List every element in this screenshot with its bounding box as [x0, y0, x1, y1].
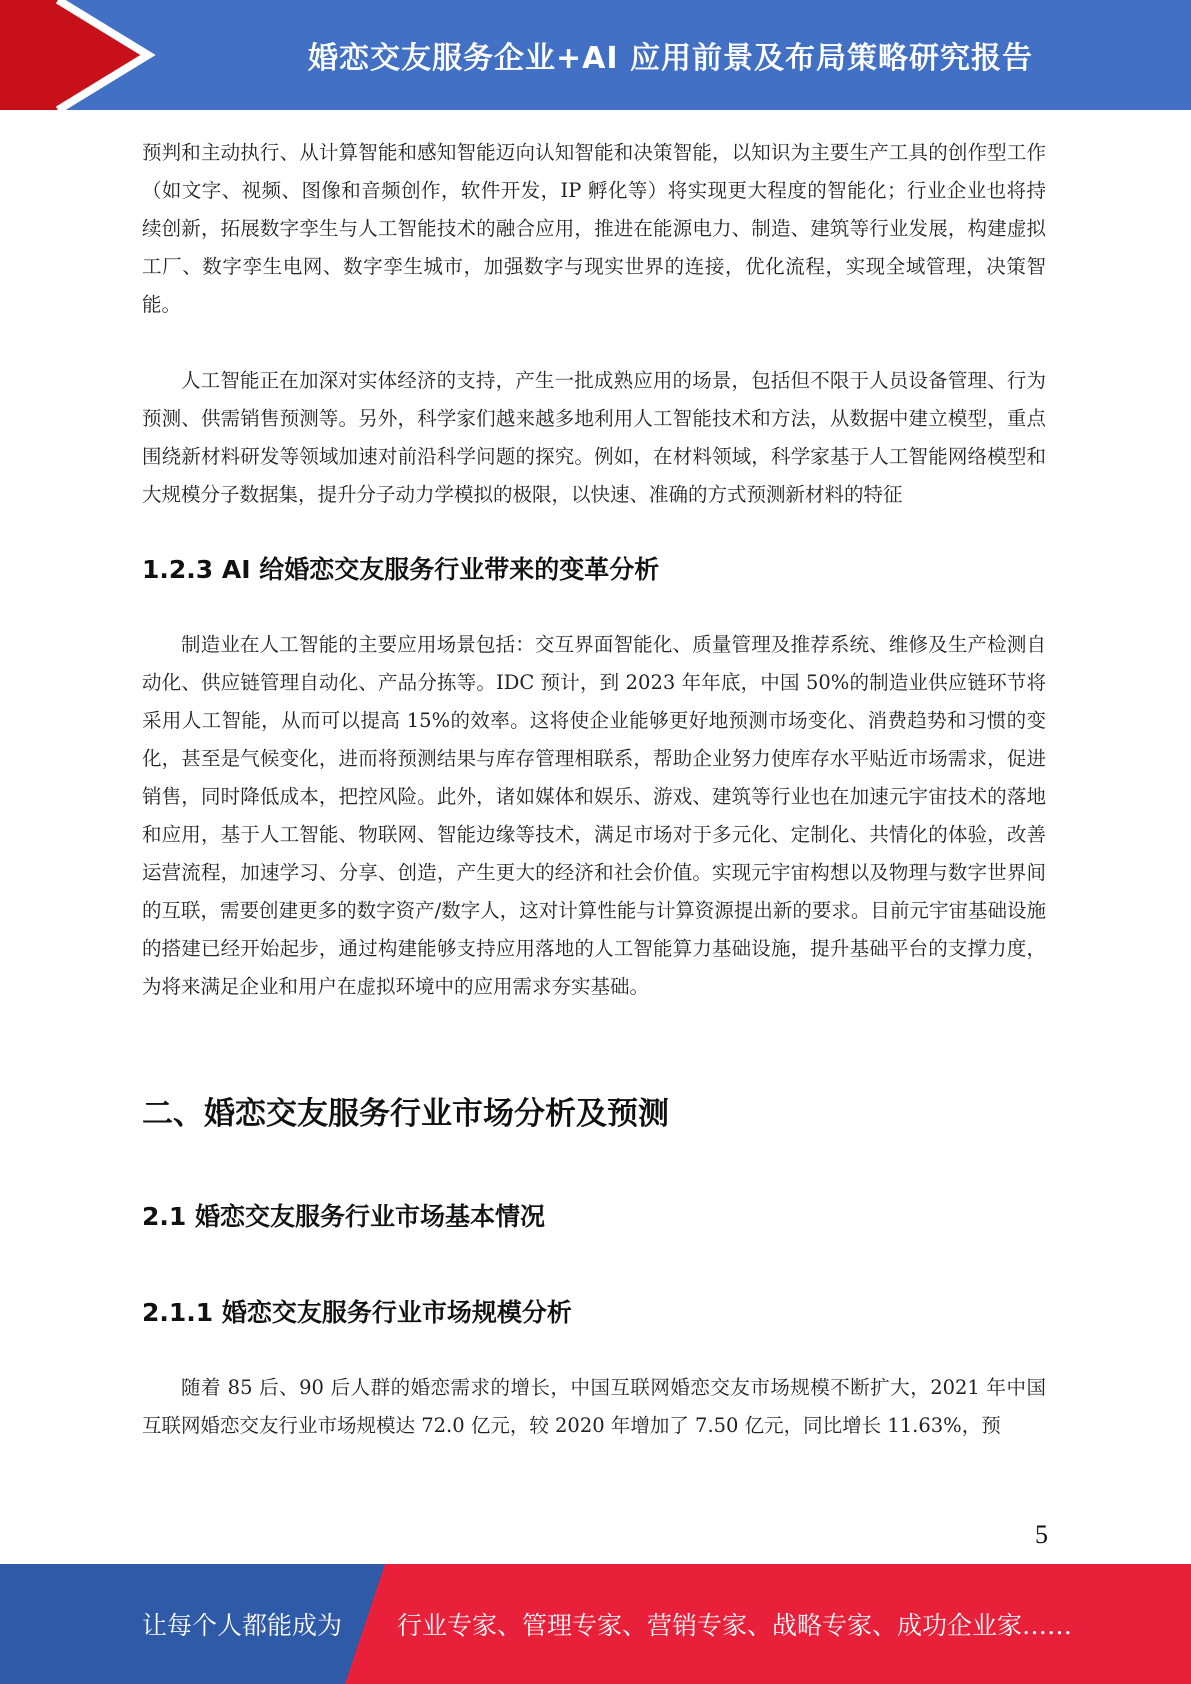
- paragraph-3: 制造业在人工智能的主要应用场景包括：交互界面智能化、质量管理及推荐系统、维修及生产检测自动化、供应链管理自动化、产品分拣等。IDC 预计，到 2023 年年底，中国 50%的制造业供应链环节将采用人工智能，从而可以提高 15%的效率。这将使企业能够更好地预测市场变化、消费趋势和习惯的变化，甚至是气候变化，进而将预测结果与库存管理相联系，帮助企业努力使库存水平贴近市场需求，促进销售，同时降低成本，把控风险。此外，诸如媒体和娱乐、游戏、建筑等行业也在加速元宇宙技术的落地和应用，基于人工智能、物联网、智能边缘等技术，满足市场对于多元化、定制化、共情化的体验，改善运营流程，加速学习、分享、创造，产生更大的经济和社会价值。实现元宇宙构想以及物理与数字世界间的互联，需要创建更多的数字资产/数字人，这对计算性能与计算资源提出新的要求。目前元宇宙基础设施的搭建已经开始起步，通过构建能够支持应用落地的人工智能算力基础设施，提升基础平台的支撑力度，为将来满足企业和用户在虚拟环境中的应用需求夯实基础。: [142, 633, 1046, 998]
- paragraph-2: 人工智能正在加深对实体经济的支持，产生一批成熟应用的场景，包括但不限于人员设备管理、行为预测、供需销售预测等。另外，科学家们越来越多地利用人工智能技术和方法，从数据中建立模型，重点围绕新材料研发等领域加速对前沿科学问题的探究。例如，在材料领域，科学家基于人工智能网络模型和大规模分子数据集，提升分子动力学模拟的极限，以快速、准确的方式预测新材料的特征: [142, 369, 1046, 506]
- paragraph-4: 随着 85 后、90 后人群的婚恋需求的增长，中国互联网婚恋交友市场规模不断扩大，2021 年中国互联网婚恋交友行业市场规模达 72.0 亿元，较 2020 年增加了 7.50 亿元，同比增长 11.63%，预: [142, 1376, 1046, 1437]
- section-heading-2-1-1: 2.1.1 婚恋交友服务行业市场规模分析: [142, 1298, 572, 1327]
- chapter-heading-2: 二、婚恋交友服务行业市场分析及预测: [142, 1096, 669, 1132]
- page-number: 5: [1035, 1520, 1048, 1549]
- section-heading-2-1: 2.1 婚恋交友服务行业市场基本情况: [142, 1202, 545, 1231]
- footer-slogan-left: 让每个人都能成为: [142, 1611, 343, 1640]
- paragraph-1: 预判和主动执行、从计算智能和感知智能迈向认知智能和决策智能，以知识为主要生产工具的创作型工作（如文字、视频、图像和音频创作，软件开发，IP 孵化等）将实现更大程度的智能化；行业企业也将持续创新，拓展数字孪生与人工智能技术的融合应用，推进在能源电力、制造、建筑等行业发展，构建虚拟工厂、数字孪生电网、数字孪生城市，加强数字与现实世界的连接，优化流程，实现全域管理，决策智能。: [142, 141, 1046, 316]
- page-header: [0, 0, 1191, 110]
- page-content: [142, 134, 1046, 1445]
- section-heading-1-2-3: 1.2.3 AI 给婚恋交友服务行业带来的变革分析: [142, 555, 660, 584]
- header-title: 婚恋交友服务企业+AI 应用前景及布局策略研究报告: [308, 41, 1033, 76]
- page-footer: [0, 1564, 1191, 1684]
- footer-slogan-right: 行业专家、管理专家、营销专家、战略专家、成功企业家……: [397, 1611, 1073, 1640]
